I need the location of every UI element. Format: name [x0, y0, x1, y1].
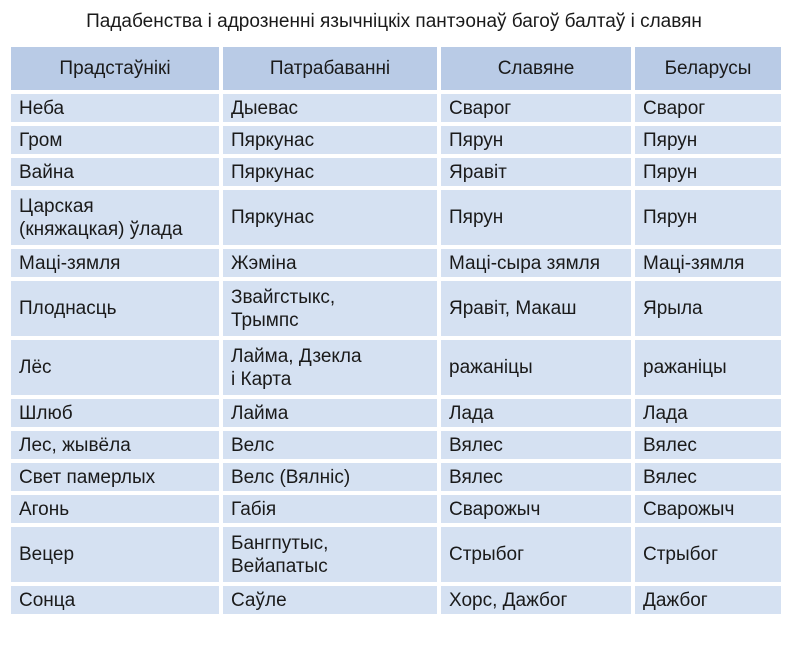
table-row: [11, 249, 781, 277]
table-row: [11, 281, 781, 336]
cell-representative: Лес, жывёла: [11, 431, 219, 459]
cell-requirement: Велс: [223, 431, 437, 459]
cell-slavs: Стрыбог: [441, 527, 631, 582]
cell-requirement: Лайма, Дзекла і Карта: [223, 340, 437, 395]
cell-requirement: Габія: [223, 495, 437, 523]
cell-slavs: ражаніцы: [441, 340, 631, 395]
table-row: [11, 399, 781, 427]
table-row: [11, 126, 781, 154]
cell-belarusians: Пярун: [635, 126, 781, 154]
cell-belarusians: Дажбог: [635, 586, 781, 614]
pantheon-table: [7, 43, 785, 618]
cell-representative: Свет памерлых: [11, 463, 219, 491]
cell-belarusians: ражаніцы: [635, 340, 781, 395]
cell-requirement: Лайма: [223, 399, 437, 427]
cell-slavs: Хорс, Дажбог: [441, 586, 631, 614]
cell-requirement: Дыевас: [223, 94, 437, 122]
cell-representative: Маці-зямля: [11, 249, 219, 277]
cell-requirement: Пяркунас: [223, 126, 437, 154]
page-title: Падабенства і адрозненні язычніцкіх пантэонаў багоў балтаў і славян: [86, 11, 702, 32]
column-header-slavs: Славяне: [441, 47, 631, 90]
cell-slavs: Пярун: [441, 126, 631, 154]
cell-belarusians: Сварог: [635, 94, 781, 122]
cell-requirement: Бангпутыс, Вейапатыс: [223, 527, 437, 582]
cell-belarusians: Сварожыч: [635, 495, 781, 523]
cell-requirement: Жэміна: [223, 249, 437, 277]
cell-representative: Царская (княжацкая) ўлада: [11, 190, 219, 245]
cell-requirement: Звайгстыкс, Трымпс: [223, 281, 437, 336]
table-row: [11, 586, 781, 614]
cell-representative: Вайна: [11, 158, 219, 186]
cell-requirement: Пяркунас: [223, 190, 437, 245]
cell-slavs: Сварожыч: [441, 495, 631, 523]
column-header-belarusians: Беларусы: [635, 47, 781, 90]
cell-belarusians: Вялес: [635, 463, 781, 491]
cell-belarusians: Пярун: [635, 158, 781, 186]
table-body: [11, 94, 781, 614]
cell-slavs: Маці-сыра зямля: [441, 249, 631, 277]
column-header-representatives: Прадстаўнікі: [11, 47, 219, 90]
cell-representative: Плоднасць: [11, 281, 219, 336]
cell-representative: Лёс: [11, 340, 219, 395]
cell-slavs: Вялес: [441, 463, 631, 491]
cell-belarusians: Пярун: [635, 190, 781, 245]
table-row: [11, 158, 781, 186]
cell-representative: Вецер: [11, 527, 219, 582]
table-row: [11, 190, 781, 245]
cell-representative: Сонца: [11, 586, 219, 614]
table-row: [11, 431, 781, 459]
table-row: [11, 527, 781, 582]
cell-representative: Неба: [11, 94, 219, 122]
cell-slavs: Яравіт: [441, 158, 631, 186]
cell-belarusians: Ярыла: [635, 281, 781, 336]
cell-belarusians: Стрыбог: [635, 527, 781, 582]
cell-belarusians: Маці-зямля: [635, 249, 781, 277]
cell-slavs: Пярун: [441, 190, 631, 245]
cell-slavs: Вялес: [441, 431, 631, 459]
table-row: [11, 495, 781, 523]
table-header-row: [11, 47, 781, 90]
cell-requirement: Велс (Вялніс): [223, 463, 437, 491]
cell-representative: Шлюб: [11, 399, 219, 427]
cell-slavs: Сварог: [441, 94, 631, 122]
cell-requirement: Саўле: [223, 586, 437, 614]
cell-representative: Агонь: [11, 495, 219, 523]
cell-slavs: Лада: [441, 399, 631, 427]
table-row: [11, 94, 781, 122]
cell-representative: Гром: [11, 126, 219, 154]
cell-slavs: Яравіт, Макаш: [441, 281, 631, 336]
table-row: [11, 340, 781, 395]
cell-belarusians: Лада: [635, 399, 781, 427]
cell-requirement: Пяркунас: [223, 158, 437, 186]
table-row: [11, 463, 781, 491]
column-header-requirements: Патрабаванні: [223, 47, 437, 90]
cell-belarusians: Вялес: [635, 431, 781, 459]
